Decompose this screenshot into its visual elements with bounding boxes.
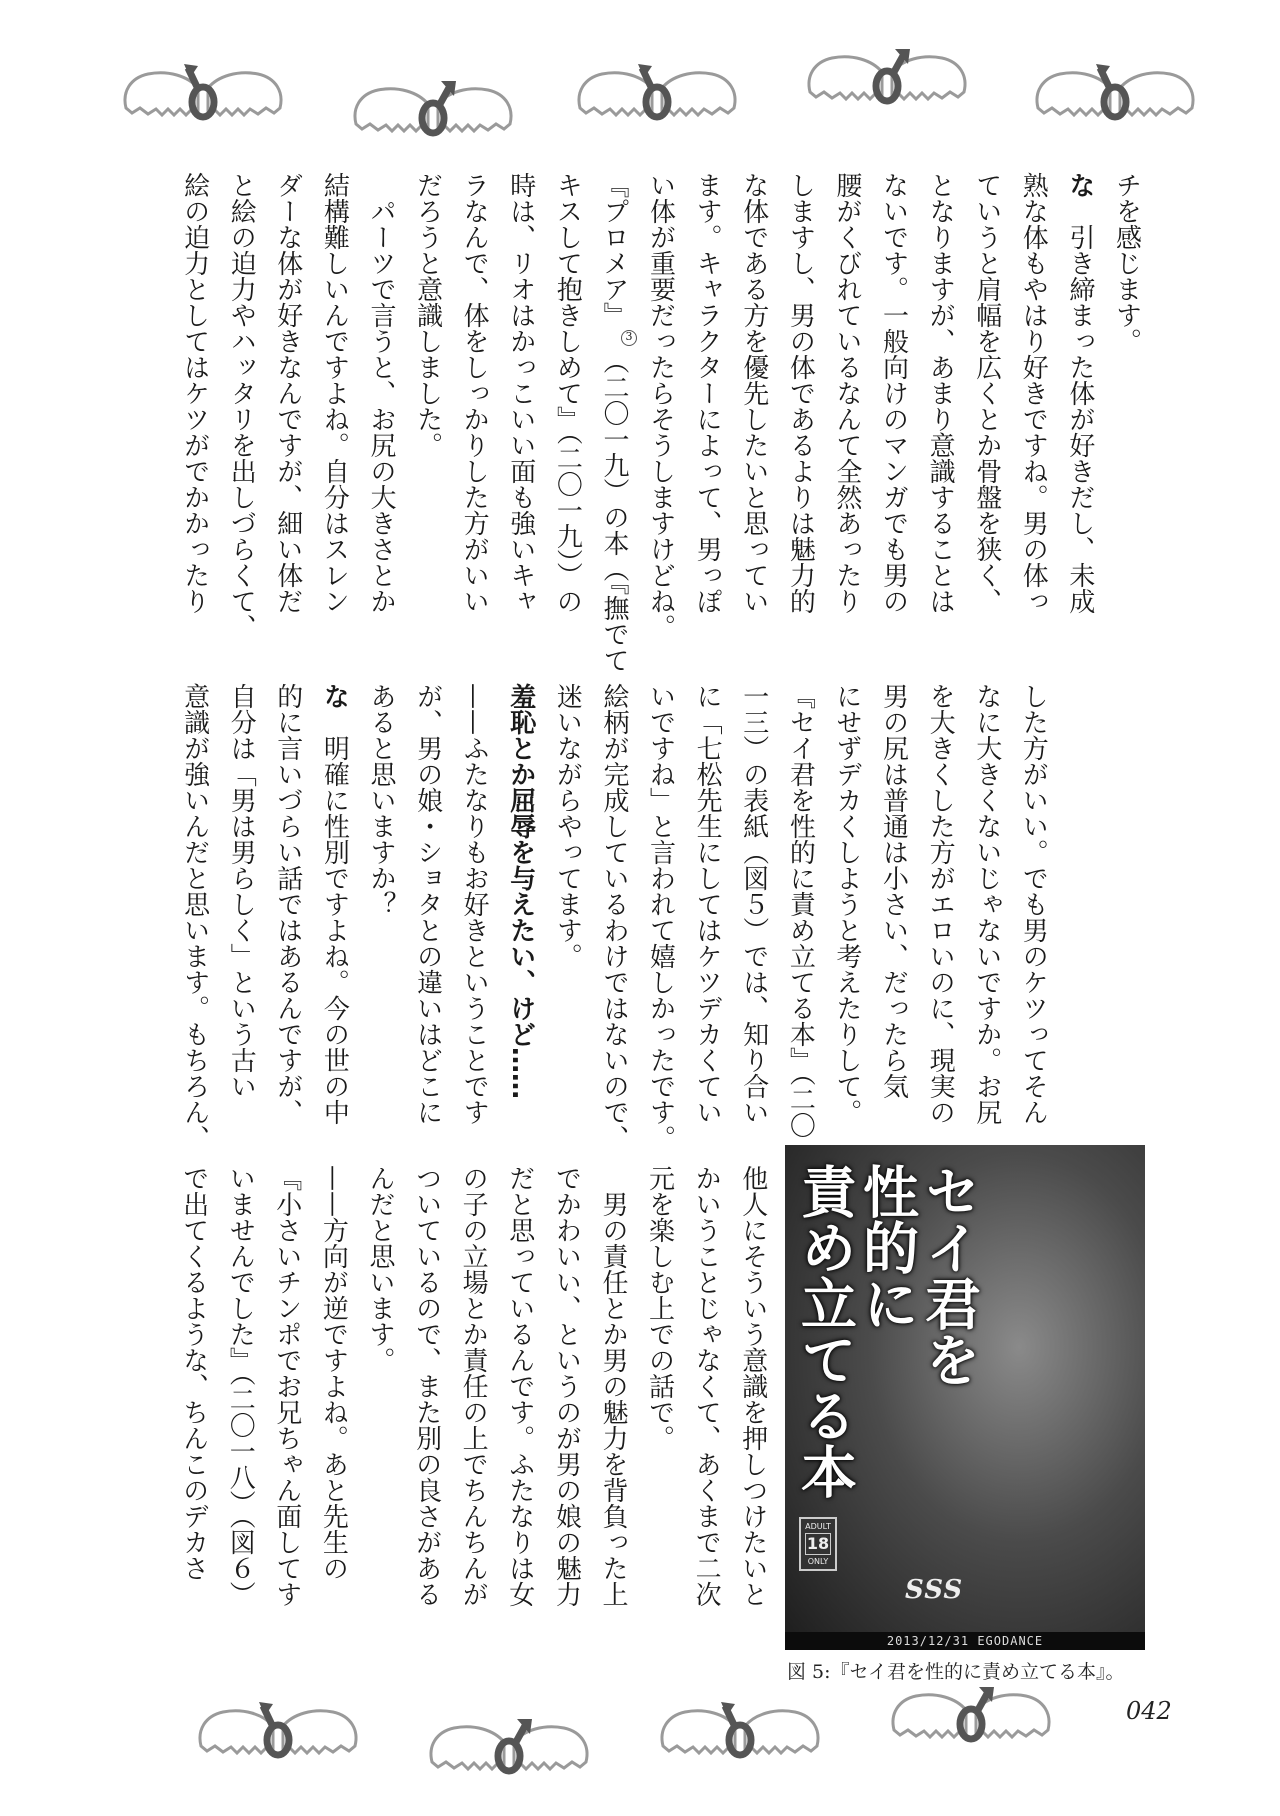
winged-male-symbol-icon (118, 62, 288, 124)
text-line: 元を楽しむ上での話で。 (644, 1165, 675, 1451)
speaker-mark: な (319, 683, 350, 709)
text-column (544, 683, 591, 1135)
text-line: んだと思います。 (364, 1165, 395, 1373)
text-column (1103, 172, 1150, 624)
text-line: した方がいい。でも男のケツってそん (1018, 683, 1049, 1125)
article-text-bottom (170, 1165, 776, 1617)
text-column (451, 172, 498, 624)
text-column (917, 172, 964, 624)
text-line: 的に言いづらい話ではあるんですが、 (272, 683, 303, 1125)
text-line: の子の立場とか責任の上でちんちんが (458, 1165, 489, 1607)
text-line: ——方向が逆ですよね。あと先生の (318, 1165, 349, 1581)
text-line: な体である方を優先したいと思ってい (738, 172, 769, 614)
text-line: ないです。一般向けのマンガでも男の (878, 172, 909, 614)
text-column (589, 1165, 636, 1617)
text-column (218, 683, 265, 1135)
text-column (590, 683, 637, 1151)
text-column (823, 683, 870, 1135)
text-line: い体が重要だったらそうしますけどね。 (645, 172, 676, 640)
text-line: 他人にそういう意識を押しつけたいと (737, 1165, 768, 1607)
text-column (870, 172, 917, 624)
text-column (1010, 683, 1057, 1135)
text-column (170, 1165, 217, 1617)
text-column (404, 683, 451, 1135)
text-column (1056, 172, 1103, 624)
text-line: となりますが、あまり意識することは (925, 172, 956, 614)
text-line: 絵の迫力としてはケツがでかかったり (179, 172, 210, 614)
page-number: 042 (1126, 1697, 1172, 1725)
text-line: ついているので、また別の良さがある (411, 1165, 442, 1607)
text-line: でかわいい、というのが男の娘の魅力 (551, 1165, 582, 1607)
text-column (870, 683, 917, 1135)
text-column (729, 1165, 776, 1617)
text-line: 引き締まった体が好きだし、未成 (1064, 198, 1095, 614)
text-line: かいうことじゃなくて、あくまで二次 (691, 1165, 722, 1607)
article-text-middle (171, 683, 1056, 1151)
text-column (217, 1165, 264, 1617)
text-column (1010, 172, 1057, 624)
text-column (823, 172, 870, 624)
text-column (917, 683, 964, 1135)
text-column (171, 683, 218, 1151)
text-line: 腰がくびれているなんて全然あったり (831, 172, 862, 614)
text-line: 自分は「男は男らしく」という古い (226, 683, 257, 1099)
cover-title-line: 責め立てる本 (792, 1163, 857, 1499)
text-column (310, 1165, 357, 1617)
text-column (683, 1165, 730, 1617)
text-line: 『プロメア』 (598, 172, 629, 328)
badge-bottom-text: ONLY (807, 1557, 829, 1566)
text-line: が、男の娘・ショタとの違いはどこに (412, 683, 443, 1125)
text-column (404, 172, 451, 624)
text-line: を大きくした方がエロいのに、現実の (925, 683, 956, 1125)
winged-male-symbol-icon (348, 78, 518, 140)
text-line: 男の尻は普通は小さい、だったら気 (878, 683, 909, 1099)
adult-only-badge (799, 1517, 837, 1571)
text-column (218, 172, 265, 640)
text-line: 一三）の表紙（図５）では、知り合い (738, 683, 769, 1125)
text-column (451, 683, 498, 1135)
text-line: キスして抱きしめて』（二〇一九））の (552, 172, 583, 614)
text-line: ——ふたなりもお好きということです (459, 683, 490, 1125)
text-column (963, 172, 1010, 624)
footnote-marker: 3 (621, 330, 637, 346)
winged-male-symbol-icon (1030, 62, 1200, 124)
text-column (544, 172, 591, 624)
text-column (357, 683, 404, 1135)
text-column (777, 172, 824, 624)
text-line: チを感じます。 (1111, 172, 1142, 354)
text-column (264, 172, 311, 624)
text-column (543, 1165, 590, 1617)
text-line: いませんでした』（二〇一八）（図６） (225, 1165, 256, 1607)
winged-male-symbol-icon (572, 62, 742, 124)
winged-male-symbol-icon (193, 1700, 363, 1762)
text-line: 明確に性別ですよね。今の世の中 (319, 709, 350, 1125)
text-column (356, 1165, 403, 1617)
cover-title (793, 1163, 979, 1499)
text-line: だと思っているんです。ふたなりは女 (504, 1165, 535, 1607)
text-column (636, 1165, 683, 1617)
cover-title-line: 性的に (854, 1163, 919, 1331)
text-line: ていうと肩幅を広くとか骨盤を狭く、 (971, 172, 1002, 614)
cover-date: 2013/12/31 EGODANCE (785, 1632, 1145, 1650)
text-column (311, 683, 358, 1135)
text-column (730, 172, 777, 624)
winged-male-symbol-icon (424, 1716, 594, 1778)
article-text-top (171, 172, 1149, 673)
text-column (684, 172, 731, 624)
winged-male-symbol-icon (886, 1684, 1056, 1746)
text-line: しますし、男の体であるよりは魅力的 (785, 172, 816, 614)
badge-number: 18 (806, 1534, 830, 1553)
text-line: 時は、リオはかっこいい面も強いキャ (505, 172, 536, 614)
text-column (497, 172, 544, 624)
text-line: 『小さいチンポでお兄ちゃん面してす (271, 1165, 302, 1607)
text-column (357, 172, 404, 624)
winged-male-symbol-icon (802, 46, 972, 108)
text-column (777, 683, 824, 1138)
text-line: ダーな体が好きなんですが、細い体だ (272, 172, 303, 614)
text-line: ラなんで、体をしっかりした方がいい (459, 172, 490, 614)
cover-title-line: セイ君を (916, 1163, 981, 1387)
text-line: に「七松先生にしてはケツデカくてい (692, 683, 723, 1125)
text-line: 『セイ君を性的に責め立てる本』（二〇 (785, 683, 816, 1138)
figure-caption: 図 5:『セイ君を性的に責め立てる本』。 (787, 1661, 1125, 1683)
text-column (497, 683, 544, 1135)
section-heading: 羞恥とか屈辱を与えたい、けど…… (505, 683, 536, 1099)
text-column (637, 683, 684, 1151)
text-line: 絵柄が完成しているわけではないので、 (598, 683, 629, 1151)
text-column (590, 172, 637, 673)
text-column (450, 1165, 497, 1617)
text-line: だろうと意識しました。 (412, 172, 443, 458)
text-column (684, 683, 731, 1135)
text-column (637, 172, 684, 640)
text-line: 結構難しいんですよね。自分はスレン (319, 172, 350, 614)
speaker-mark: な (1064, 172, 1095, 198)
text-line: （二〇一九）の本（『撫でて (598, 348, 629, 673)
text-line: 熟な体もやはり好きですね。男の体っ (1018, 172, 1049, 614)
text-line: 意識が強いんだと思います。もちろん、 (179, 683, 210, 1151)
text-line: で出てくるような、ちんこのデカさ (178, 1165, 209, 1581)
text-column (496, 1165, 543, 1617)
text-line: なに大きくないじゃないですか。お尻 (971, 683, 1002, 1125)
text-line: 男の責任とか男の魅力を背負った上 (597, 1165, 628, 1607)
text-line: 迷いながらやってます。 (552, 683, 583, 969)
text-line: パーツで言うと、お尻の大きさとか (365, 172, 396, 614)
text-column (311, 172, 358, 624)
text-line: ます。キャラクターによって、男っぽ (692, 172, 723, 614)
winged-male-symbol-icon (655, 1700, 825, 1762)
text-line: いですね」と言われて嬉しかったです。 (645, 683, 676, 1151)
circle-logo: SSS (905, 1575, 964, 1605)
text-line: あると思いますか？ (365, 683, 396, 917)
text-column (264, 683, 311, 1135)
text-column (963, 683, 1010, 1135)
text-line: と絵の迫力やハッタリを出しづらくて、 (226, 172, 257, 640)
text-column (171, 172, 218, 624)
text-column (403, 1165, 450, 1617)
badge-top-text: ADULT (805, 1522, 831, 1531)
text-column (730, 683, 777, 1135)
text-line: にせずデカくしようと考えたりして。 (831, 683, 862, 1125)
text-column (263, 1165, 310, 1617)
figure-5-book-cover (785, 1145, 1145, 1650)
